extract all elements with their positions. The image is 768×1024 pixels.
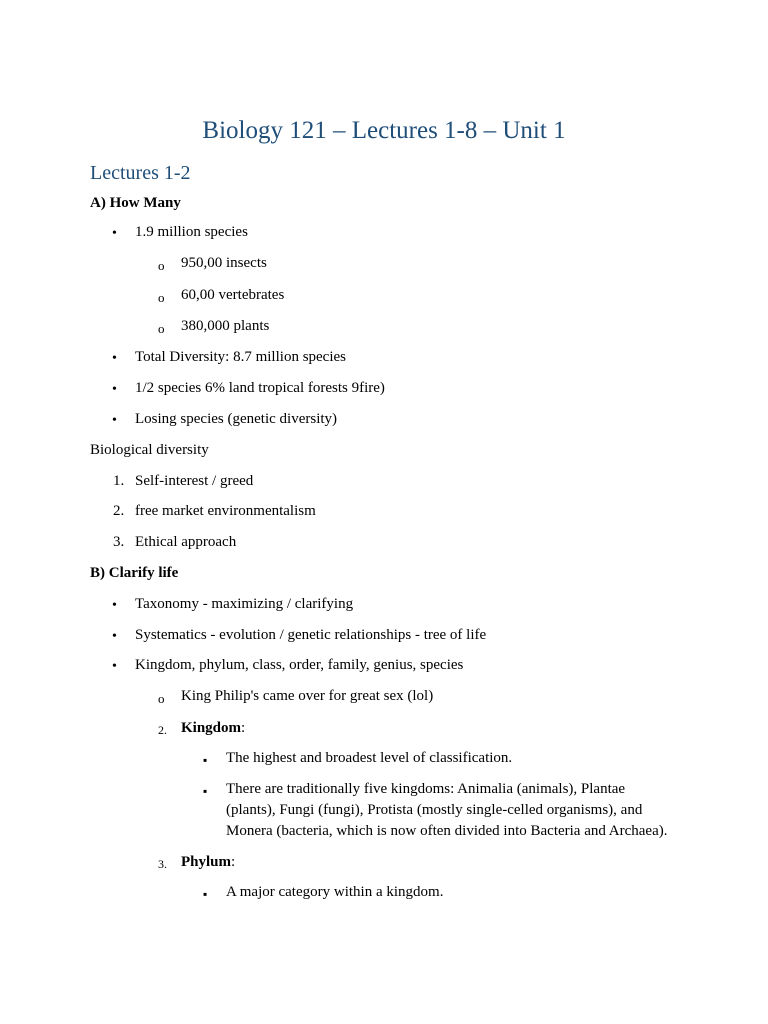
list-item: Losing species (genetic diversity) [135,411,338,427]
square-marker: ▪ [203,887,208,901]
number-marker: 1. [113,473,125,489]
list-item: Total Diversity: 8.7 million species [135,349,347,365]
bullet-marker: • [112,598,117,613]
term-label: Phylum [181,854,232,870]
square-marker: ▪ [203,753,208,767]
list-item: Kingdom, phylum, class, order, family, genius, species [135,657,464,673]
number-marker: 3. [158,857,167,871]
paragraph-label: Biological diversity [90,442,209,458]
circle-marker: o [158,290,165,305]
term-label: Kingdom [181,720,242,736]
list-item: Ethical approach [135,534,237,550]
number-marker: 2. [158,723,167,737]
section-b-label: B) Clarify life [90,565,179,581]
list-item: 380,000 plants [181,318,270,334]
list-item-term [181,852,235,873]
section-heading: Lectures 1-2 [90,162,191,184]
bullet-marker: • [112,659,117,674]
list-item: The highest and broadest level of classification. [226,750,513,766]
list-item: 1.9 million species [135,224,248,240]
list-item: 60,00 vertebrates [181,287,285,303]
list-item: 950,00 insects [181,255,267,271]
bullet-marker: • [112,351,117,366]
list-item: A major category within a kingdom. [226,884,444,900]
bullet-marker: • [112,226,117,241]
number-marker: 2. [113,503,125,519]
term-colon: : [241,720,246,736]
list-item: 1/2 species 6% land tropical forests 9fire) [135,380,385,396]
circle-marker: o [158,321,165,336]
bullet-marker: • [112,629,117,644]
list-item: Self-interest / greed [135,473,254,489]
list-item: There are traditionally five kingdoms: Animalia (animals), Plantae (plants), Fungi (fungi), Protista (mostly single-celled organisms), and Monera (bacteria, which is now often divided into Bacteria and Archaea). [226,781,668,839]
list-item: King Philip's came over for great sex (lol) [181,688,434,704]
circle-marker: o [158,691,165,706]
list-item: Systematics - evolution / genetic relationships - tree of life [135,627,487,643]
square-marker: ▪ [203,784,208,798]
list-item: Taxonomy - maximizing / clarifying [135,596,354,612]
term-colon: : [231,854,236,870]
document-title: Biology 121 – Lectures 1-8 – Unit 1 [202,117,566,144]
bullet-marker: • [112,382,117,397]
number-marker: 3. [113,534,125,550]
list-item-term [181,718,245,739]
bullet-marker: • [112,413,117,428]
list-item: free market environmentalism [135,503,316,519]
section-a-label: A) How Many [90,195,181,211]
circle-marker: o [158,258,165,273]
